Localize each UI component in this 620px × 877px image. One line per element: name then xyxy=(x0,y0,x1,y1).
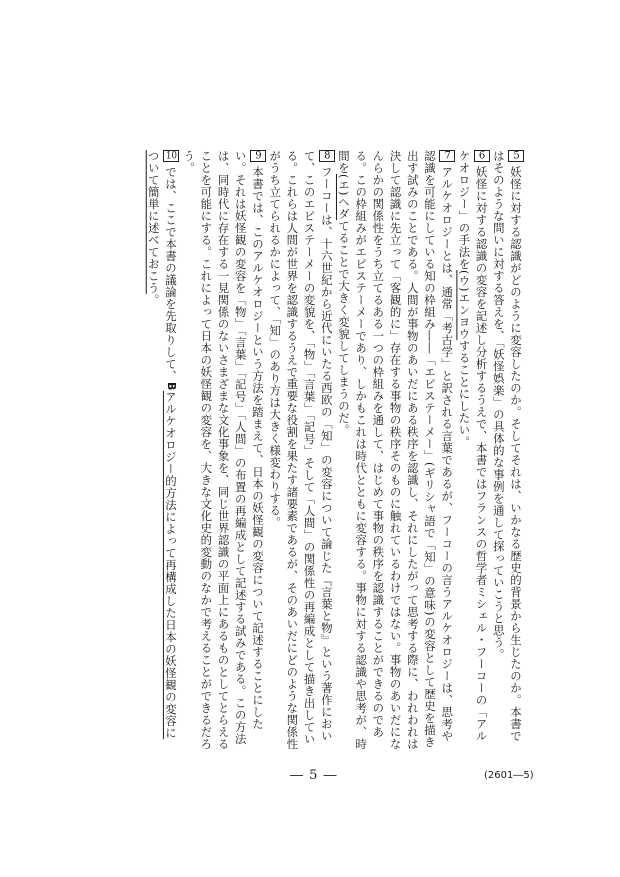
body-text: することにしたい。 xyxy=(457,340,472,449)
paragraph-number-box: 7 xyxy=(439,150,455,162)
paragraph-number-box: 9 xyxy=(250,150,266,162)
page-code: (2601―5) xyxy=(484,770,534,781)
paragraph-number-box: 6 xyxy=(474,150,490,162)
body-text: てることで大きく変貌してしまうのだ。 xyxy=(336,220,351,437)
body-text: では、ここで本書の議論を先取りして、 xyxy=(163,166,178,382)
body-text: 本書では、このアルケオロジーという方法を踏まえて、日本の妖怪観の変容について記述することにしたい。それは妖怪観の変容を「物」「言葉」「記号」「人間」の布置の再編成として記述する試みである。この方法は、同時代に存在する一見関係のないさまざまな文化事象を、同じ世界認識の平面上にあるものとしてとらえることを可能にする。これによって日本の妖怪観の変容を、大きな文化史的変動のなかで考えることができるだろう。 xyxy=(182,150,265,750)
paragraph-9 xyxy=(180,150,266,750)
question-marker: B xyxy=(164,382,178,391)
paragraph-number-box: 8 xyxy=(319,150,335,162)
paragraph-10 xyxy=(145,150,180,750)
underlined-text: アルケオロジー的方法によって再構成した日本の妖怪観の変容について簡単に xyxy=(146,150,178,739)
paragraph-number-box: 5 xyxy=(508,150,524,162)
vertical-text-body xyxy=(84,150,524,750)
page-number: ― 5 ― xyxy=(290,768,338,783)
paragraph-8 xyxy=(266,150,335,750)
paragraph-7 xyxy=(335,150,455,750)
paragraph-5 xyxy=(490,150,524,750)
body-text: フーコーは、十六世紀から近代にいたる西欧の「知」の変容について論じた『言葉と物』という著作において、このエピステーメーの変貌を、「物」「言葉」「記号」そして「人間」の関係性の再編成として描き出している。これらは人間が世界を認識するうえで重要な役割を果たす諸要素であるが、そのあいだにどのような関係性がうち立てられるかによって、「知」のあり方は大きく様変わりする。 xyxy=(268,150,334,750)
body-text: 。 xyxy=(146,294,161,306)
underlined-text: 述べておこう xyxy=(146,222,161,294)
body-text: 妖怪に対する認識がどのように変容したのか。そしてそれは、いかなる歴史的背景から生じたのか。本書ではそのような問いに対する答えを、「妖怪娯楽」の具体的な事例を通して探っていこうと思う。 xyxy=(491,150,523,742)
underlined-text: (エ)ヘダ xyxy=(336,174,351,221)
body-text: 妖怪に対する認識の変容を記述し分析するうえで、本書ではフランスの哲学者ミシェル・フーコーの「アルケオロジー」の手法を xyxy=(457,150,489,742)
body-text: アルケオロジーとは、通常「考古学」と訳される言葉であるが、フーコーの言うアルケオロジーは、思考や認識を可能にしている知の枠組み――「エピステーメー」(ギリシャ語で「知」の意味)の変容として歴史を描き出す試みのことである。人間が事物のあいだにある秩序を認識し、それにしたがって思考する際に、われわれは決して認識に先立って「客観的に」存在する事物の秩序そのものに触れているわけではない。事物のあいだになんらかの関係性をうち立てるある一つの枠組みを通して、はじめて事物の秩序を認識することができるのである。この枠組みがエピステーメーであり、しかもこれは時代とともに変容する。事物に対する認識や思考が、時間を xyxy=(336,150,455,750)
paragraph-number-box: 10 xyxy=(163,150,179,162)
underlined-text: (ウ)エンヨウ xyxy=(457,270,472,341)
paragraph-6 xyxy=(455,150,489,750)
